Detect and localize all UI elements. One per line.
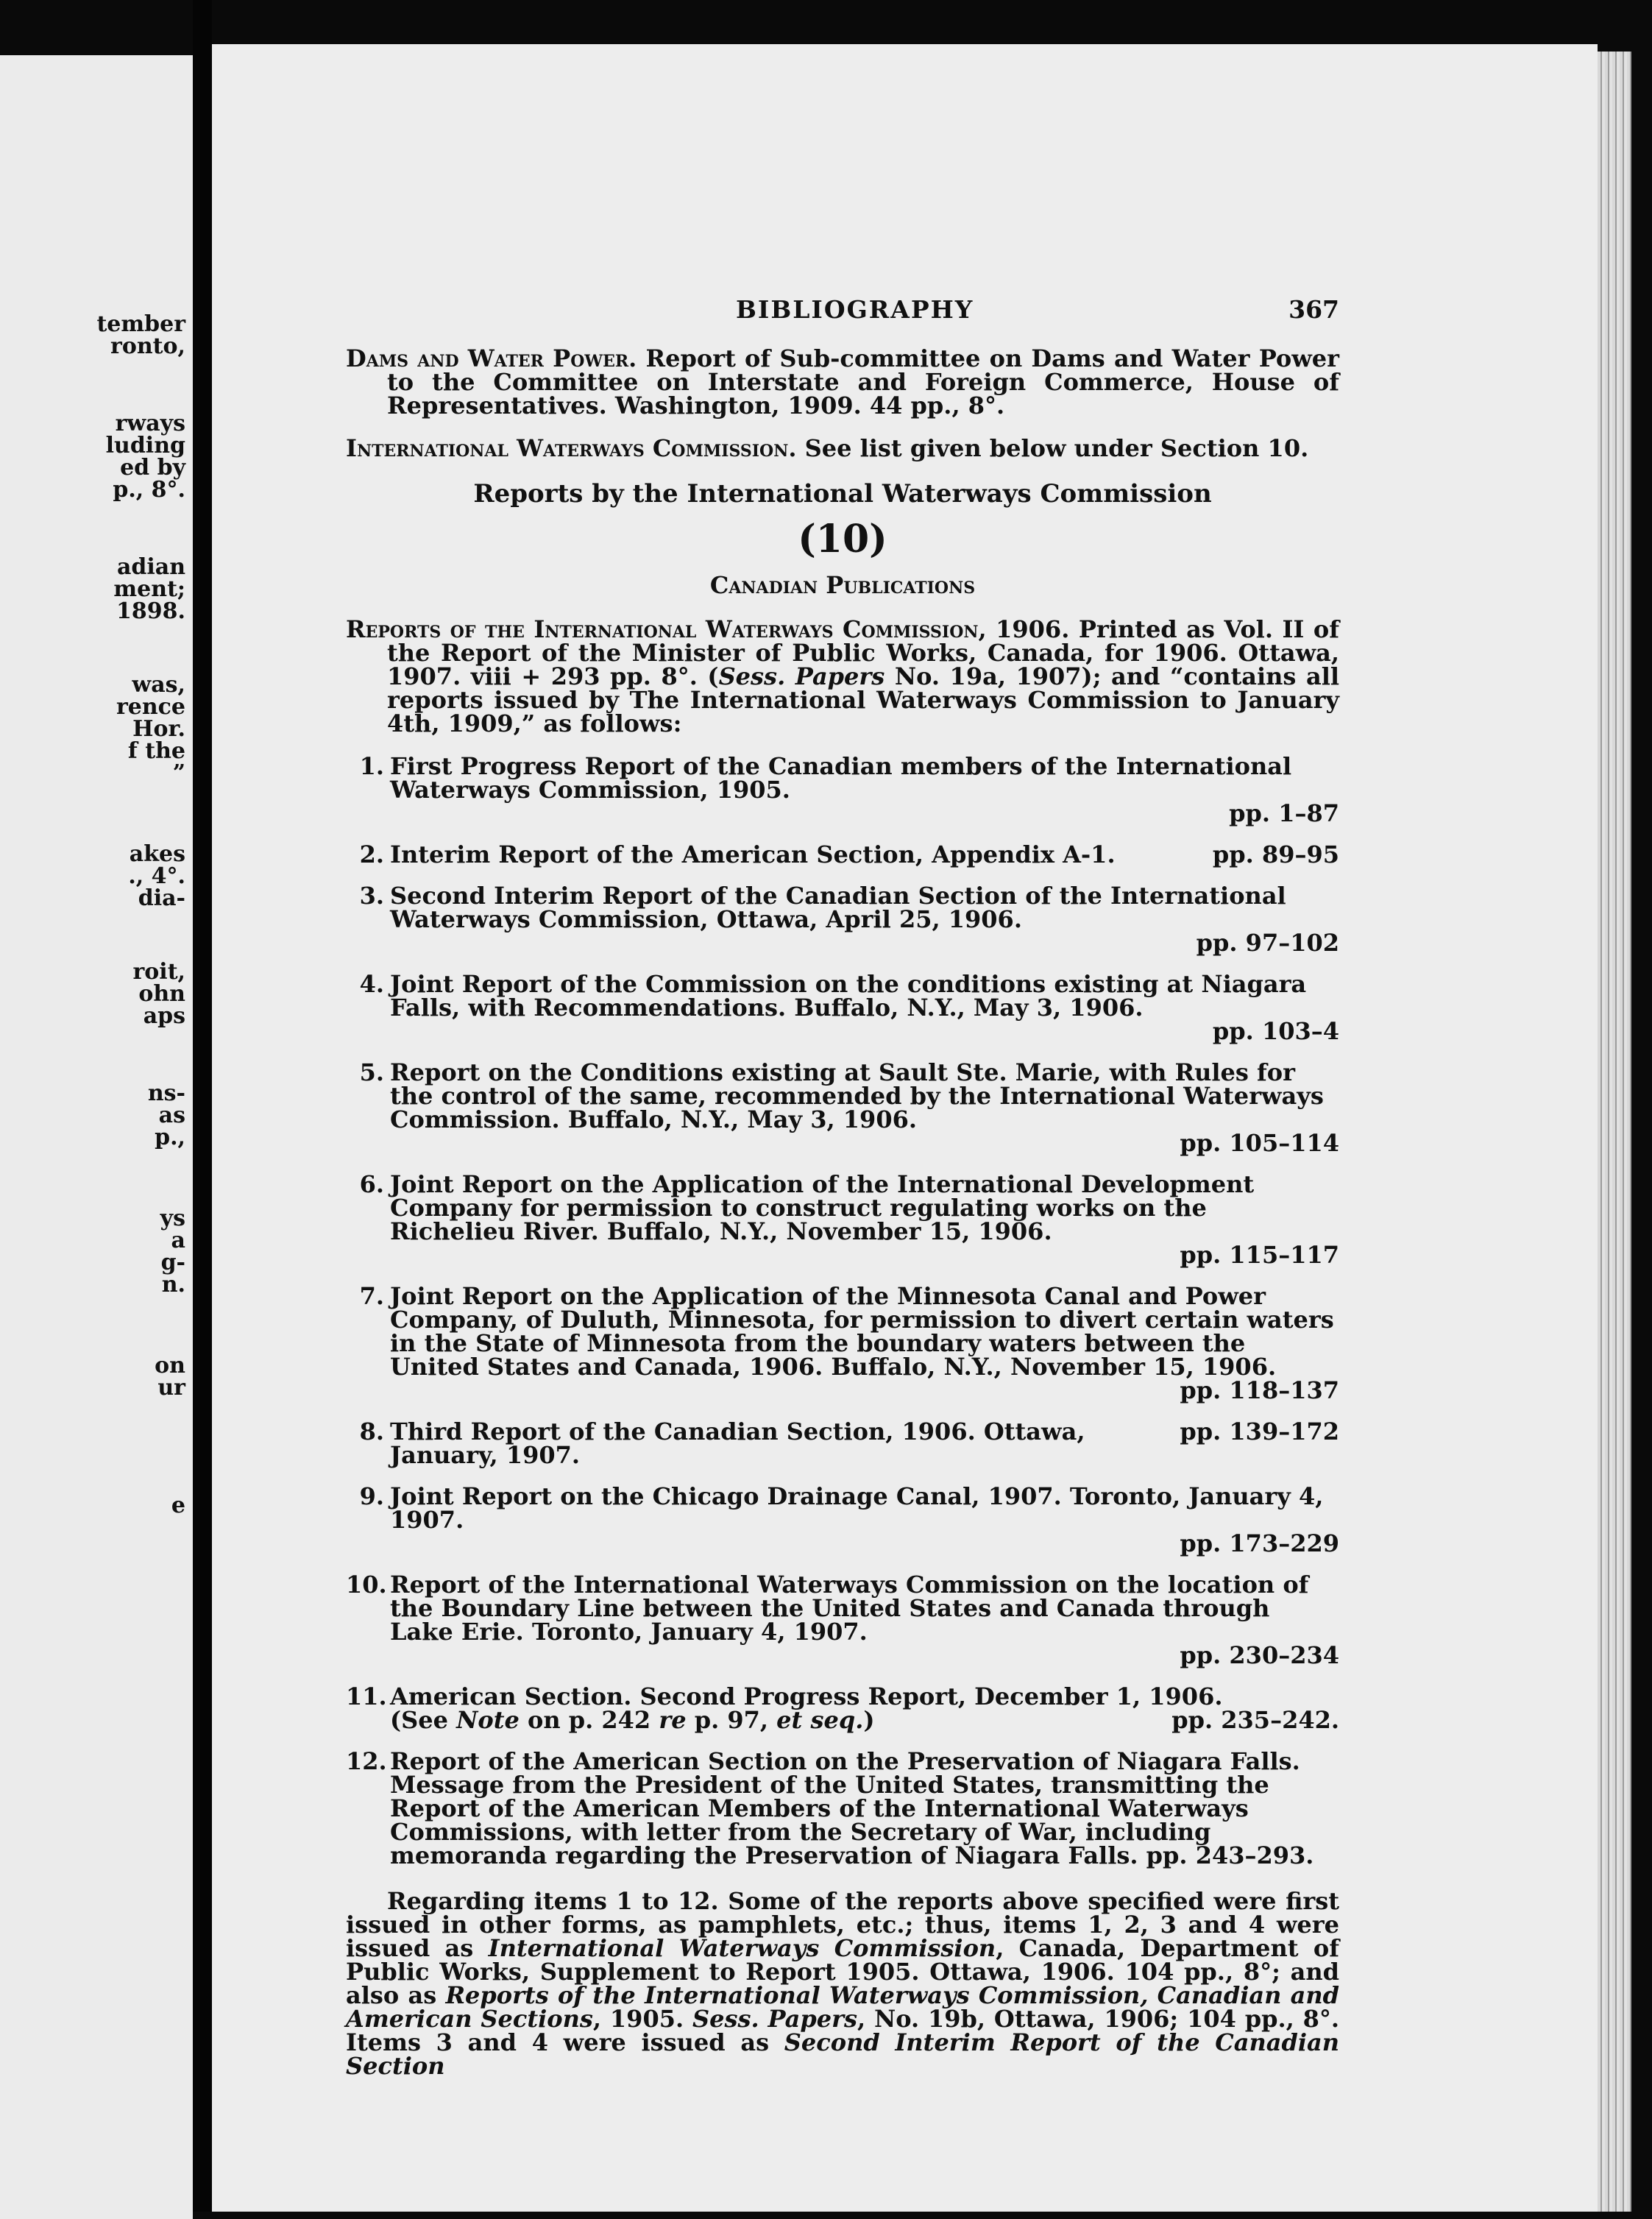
closing-text: , No. 19b, Ottawa, 1906; 104 pp., 8°. Items 3 and 4 were issued as (346, 2005, 1340, 2056)
note-text: (See (390, 1706, 457, 1734)
left-page-fragment: g- (160, 1250, 185, 1275)
list-item (346, 1484, 1339, 1555)
item-text: Joint Report on the Application of the International Development Company for permission to construct regulating works on the Richelieu River. Buffalo, N.Y., November 15, 1906. (390, 1170, 1255, 1245)
item-pages: pp. 89–95 (1212, 840, 1339, 868)
closing-italic: Sess. Papers (692, 2005, 858, 2033)
item-text: Interim Report of the American Section, Appendix A-1. (390, 840, 1116, 868)
list-item (346, 972, 1339, 1043)
left-page-fragment: f the (127, 738, 185, 764)
item-text: American Section. Second Progress Report, December 1, 1906. (390, 1682, 1223, 1710)
report-list (346, 754, 1339, 1667)
item-text: First Progress Report of the Canadian members of the International Waterways Commission, 1905. (390, 752, 1292, 804)
left-page-fragment: ment; (113, 576, 185, 602)
list-item (346, 1420, 1339, 1467)
entry-reports-iwc (346, 617, 1339, 735)
item-pages: pp. 235–242. (1171, 1706, 1339, 1734)
left-page-fragment: ronto, (110, 333, 185, 359)
item-pages: pp. 230–234 (1180, 1641, 1339, 1669)
list-item (346, 754, 1339, 825)
left-page-fragment: on (155, 1353, 185, 1379)
left-page-fragment: p., (155, 1125, 185, 1150)
item-number: 11. (346, 1682, 387, 1710)
item-number: 10. (346, 1571, 387, 1599)
closing-italic: Second Interim Report of the Canadian Section (346, 2028, 1340, 2080)
entry-heading: Reports of the International Waterways Commission, (346, 615, 987, 643)
item-number: 8. (359, 1418, 384, 1445)
item-text: Report of the International Waterways Commission on the location of the Boundary Line between the United States and Canada through Lake Erie. Toronto, January 4, 1907. (390, 1571, 1309, 1646)
left-page-fragment: ” (172, 760, 185, 786)
item-text: Joint Report on the Chicago Drainage Canal, 1907. Toronto, January 4, 1907. (390, 1482, 1324, 1534)
left-page-fragment: ed by (120, 455, 185, 481)
left-page-fragment: roit, (132, 959, 185, 985)
item-pages: pp. 103–4 (1212, 1017, 1339, 1045)
note-text: on p. 242 (519, 1706, 659, 1734)
running-head-title: BIBLIOGRAPHY (736, 295, 974, 324)
left-page-fragment: as (158, 1103, 185, 1128)
left-page-fragment: ur (157, 1375, 185, 1401)
left-page-fragment: rence (116, 694, 185, 720)
item-number: 5. (359, 1058, 384, 1086)
entry-text: 1906. Printed as Vol. II of the Report of the Minister of Public Works, Canada, for 1906. Ottawa, 1907. viii + 293 pp. 8°. ( (387, 615, 1340, 690)
left-page-fragment: ns- (147, 1080, 185, 1106)
entry-heading: Dams and Water Power. (346, 344, 637, 372)
left-page-fragment: e (171, 1493, 185, 1518)
item-text: Joint Report of the Commission on the conditions existing at Niagara Falls, with Recommendations. Buffalo, N.Y., May 3, 1906. (390, 970, 1307, 1022)
left-page-fragment: aps (143, 1003, 185, 1029)
left-page-fragment: p., 8°. (113, 477, 185, 503)
left-page-fragment: 1898. (116, 598, 185, 624)
item-pages: pp. 118–137 (1180, 1376, 1339, 1404)
item-text: Second Interim Report of the Canadian Section of the International Waterways Commission, Ottawa, April 25, 1906. (390, 882, 1286, 933)
sess-papers-italic: Sess. Papers (718, 662, 885, 690)
closing-italic: International Waterways Commission (488, 1934, 996, 1962)
item-text: Third Report of the Canadian Section, 1906. Ottawa, January, 1907. (390, 1418, 1085, 1469)
item-pages: pp. 139–172 (1180, 1418, 1339, 1445)
list-item (346, 1172, 1339, 1267)
left-page-fragment: ys (160, 1206, 185, 1231)
left-page-fragment: dia- (138, 885, 185, 911)
left-page-fragment: luding (105, 433, 185, 459)
left-page-fragment: ., 4°. (128, 863, 185, 889)
list-item (346, 884, 1339, 955)
closing-paragraph (346, 1889, 1339, 2078)
page-edge-stack (1598, 52, 1631, 2212)
item-pages: pp. 105–114 (1180, 1129, 1339, 1157)
left-page-fragment: rways (115, 411, 185, 436)
entry-text: See list given below under Section 10. (804, 434, 1309, 462)
entry-text: Report of Sub-committee on Dams and Water Power to the Committee on Interstate and Foreign Commerce, House of Representatives. Washington, 1909. 44 pp., 8°. (387, 344, 1340, 420)
item-pages: pp. 115–117 (1180, 1241, 1339, 1269)
entry-dams-water-power (346, 344, 1340, 420)
note-text: p. 97, (686, 1706, 777, 1734)
closing-text: Regarding items 1 to 12. Some of the reports above specified were first issued in other forms, as pamphlets, etc.; thus, items 1, 2, 3 and 4 were issued as (346, 1887, 1339, 1962)
list-item (346, 1284, 1339, 1402)
page-number: 367 (1288, 295, 1339, 324)
item-pages: pp. 97–102 (1196, 929, 1339, 957)
list-item (346, 1682, 1339, 1734)
list-item (346, 1058, 1339, 1157)
entry-iwc (346, 436, 1339, 460)
book-gutter (193, 0, 212, 2212)
left-page-fragment: was, (132, 672, 185, 698)
running-head (346, 295, 1339, 329)
closing-italic: Reports of the International Waterways Commission, Canadian and American Sections (346, 1981, 1339, 2033)
item-text: Report on the Conditions existing at Sault Ste. Marie, with Rules for the control of the same, recommended by the International Waterways Commission. Buffalo, N.Y., May 3, 1906. (390, 1058, 1324, 1133)
closing-text: , 1905. (592, 2005, 692, 2033)
left-page-fragment: Hor. (132, 716, 185, 742)
note-text: ) (863, 1706, 875, 1734)
left-page-fragment: tember (96, 311, 185, 337)
entry-heading: International Waterways Commission. (346, 434, 797, 462)
list-item (346, 840, 1339, 868)
page-content (346, 295, 1340, 2097)
item-number: 1. (359, 752, 384, 780)
section-heading: Reports by the International Waterways Commission (473, 479, 1212, 509)
left-page-fragment: n. (161, 1272, 185, 1298)
item-number: 9. (359, 1482, 384, 1510)
item-number: 4. (359, 970, 384, 998)
section-number: (10) (798, 517, 887, 562)
left-page-fragment: akes (129, 841, 185, 867)
item-pages: pp. 173–229 (1180, 1529, 1339, 1557)
list-item (346, 1749, 1339, 1867)
left-page-fragment: a (171, 1228, 185, 1253)
item-number: 2. (359, 840, 384, 868)
item-pages: pp. 1–87 (1229, 799, 1339, 827)
note-re: re (659, 1706, 687, 1734)
note-word: Note (456, 1706, 520, 1734)
left-page-fragment: adian (116, 554, 185, 580)
entry-text-cont: No. 19a, 1907); and “contains all reports issued by The International Waterways Commission to January 4th, 1909,” as follows: (387, 662, 1340, 737)
section-subheading: Canadian Publications (709, 571, 976, 599)
item-number: 12. (346, 1747, 387, 1775)
left-page-edge (0, 55, 193, 2219)
list-item (346, 1573, 1339, 1667)
item-number: 6. (359, 1170, 384, 1198)
closing-text: , Canada, Department of Public Works, Supplement to Report 1905. Ottawa, 1906. 104 pp., 8°; and also as (346, 1934, 1339, 2009)
item-text: Report of the American Section on the Preservation of Niagara Falls. Message from the President of the United States, transmitting the Report of the American Members of the International Waterways Commissions, with letter from the Secretary of War, including memoranda regarding the Preservation of Niagara Falls. pp. 243–293. (390, 1747, 1314, 1869)
item-number: 3. (359, 882, 384, 910)
item-number: 7. (359, 1282, 384, 1310)
note-et-seq: et seq. (776, 1706, 864, 1734)
item-text: Joint Report on the Application of the Minnesota Canal and Power Company, of Duluth, Minnesota, for permission to divert certain waters in the State of Minnesota from the boundary waters between the United States and Canada, 1906. Buffalo, N.Y., November 15, 1906. (390, 1282, 1334, 1381)
left-page-fragment: ohn (138, 981, 185, 1007)
